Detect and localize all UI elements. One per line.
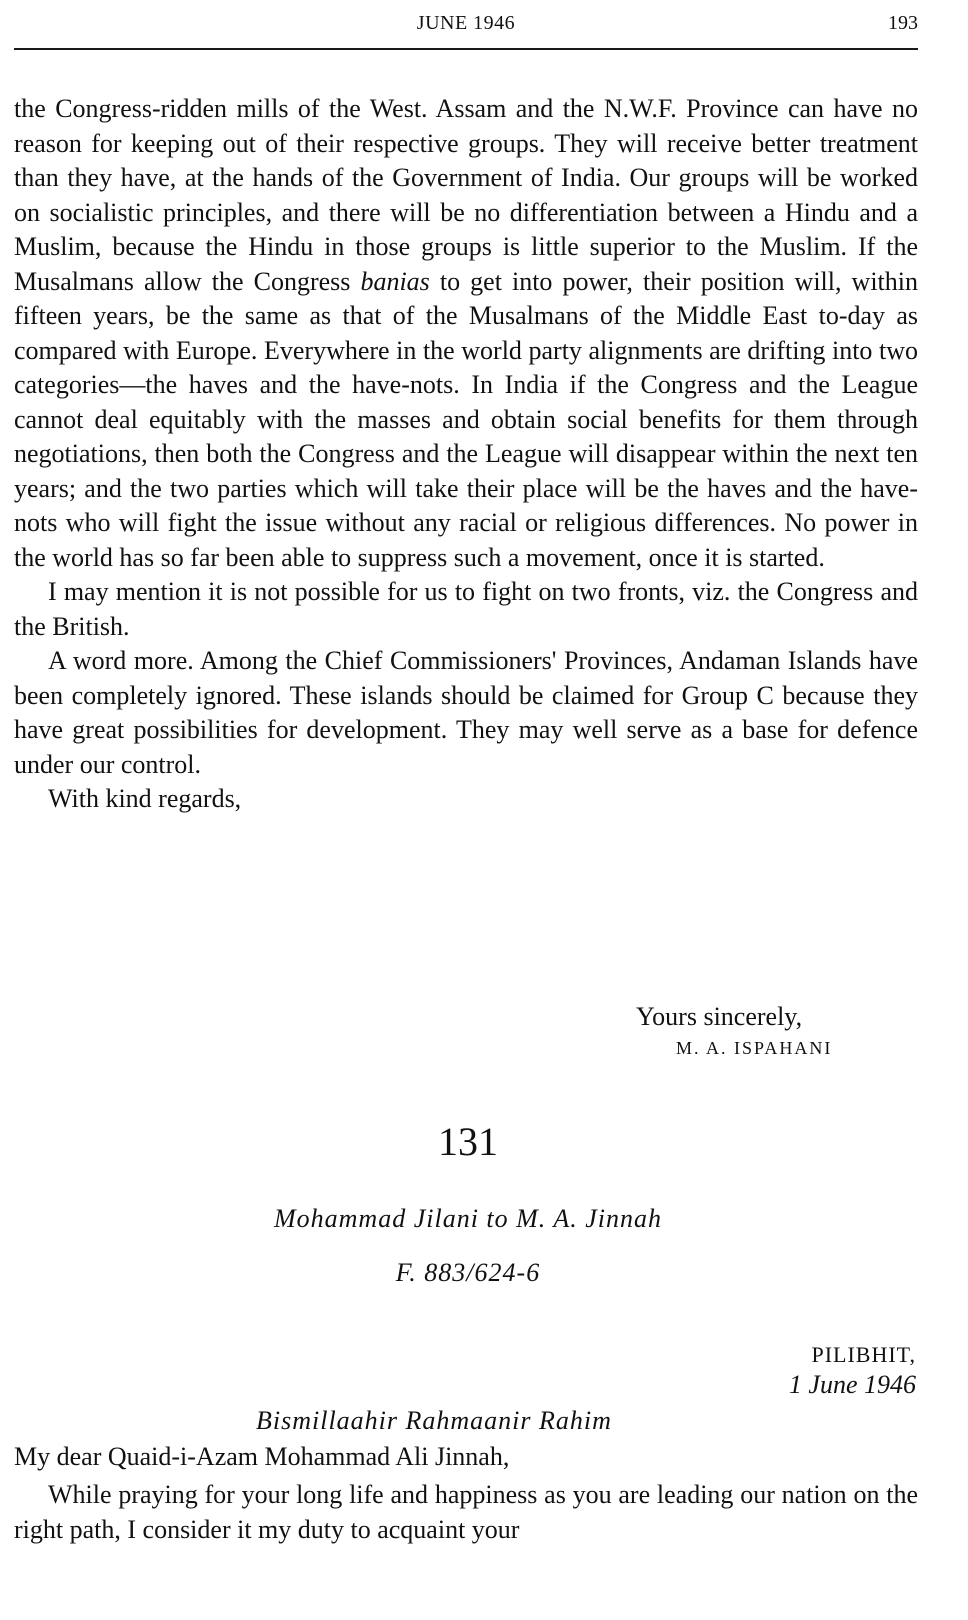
page-number: 193 [888,12,918,34]
document-reference: F. 883/624-6 [395,1258,541,1287]
signature-name: M. A. ISPAHANI [676,1038,833,1058]
letter-131-body: While praying for your long life and happiness as you are leading our nation on the right path, I consider it my duty to acquaint your [14,1480,918,1544]
page-header [14,0,918,50]
letter-signoff: Yours sincerely, [636,1002,803,1031]
letter-place: PILIBHIT, [811,1342,916,1367]
document-heading: Mohammad Jilani to M. A. Jinnah [274,1204,662,1233]
letter-130-paragraph-2: I may mention it is not possible for us to fight on two fronts, viz. the Congress and the British. [14,577,918,641]
letter-130-paragraph-3: A word more. Among the Chief Commissioners' Provinces, Andaman Islands have been completely ignored. These islands should be claimed for Group C because they have great possibilities for development. They may well serve as a base for defence under our control. [14,646,918,779]
letter-130-body [14,92,918,817]
paragraph-text: to get into power, their position will, within fifteen years, be the same as that of the Musalmans of the Middle East to-day as compared with Europe. Everywhere in the world party alignments are drifting into two categories—the haves and the have-nots. In India if the Congress and the League cannot deal equitably with the masses and obtain social benefits for them through negotiations, then both the Congress and the League will disappear within the next ten years; and the two parties which will take their place will be the haves and the have-nots who will fight the issue without any racial or religious differences. No power in the world has so far been able to suppress such a movement, once it is started. [14,266,919,572]
letter-closing: With kind regards, [48,784,242,813]
document-number: 131 [438,1119,498,1164]
italic-term: banias [360,266,430,296]
letter-invocation: Bismillaahir Rahmaanir Rahim [256,1406,612,1435]
running-head: JUNE 1946 [416,12,516,34]
letter-130-paragraph-1 [14,92,918,575]
letter-date: 1 June 1946 [788,1370,916,1399]
letter-salutation: My dear Quaid-i-Azam Mohammad Ali Jinnah, [14,1442,510,1471]
paragraph-text: the Congress-ridden mills of the West. Assam and the N.W.F. Province can have no reason for keeping out of their respective groups. They will receive better treatment than they have, at the hands of the Government of India. Our groups will be worked on socialistic principles, and there will be no differentiation between a Hindu and a Muslim, because the Hindu in those groups is little superior to the Muslim. If the Musalmans allow the Congress [14,94,918,296]
